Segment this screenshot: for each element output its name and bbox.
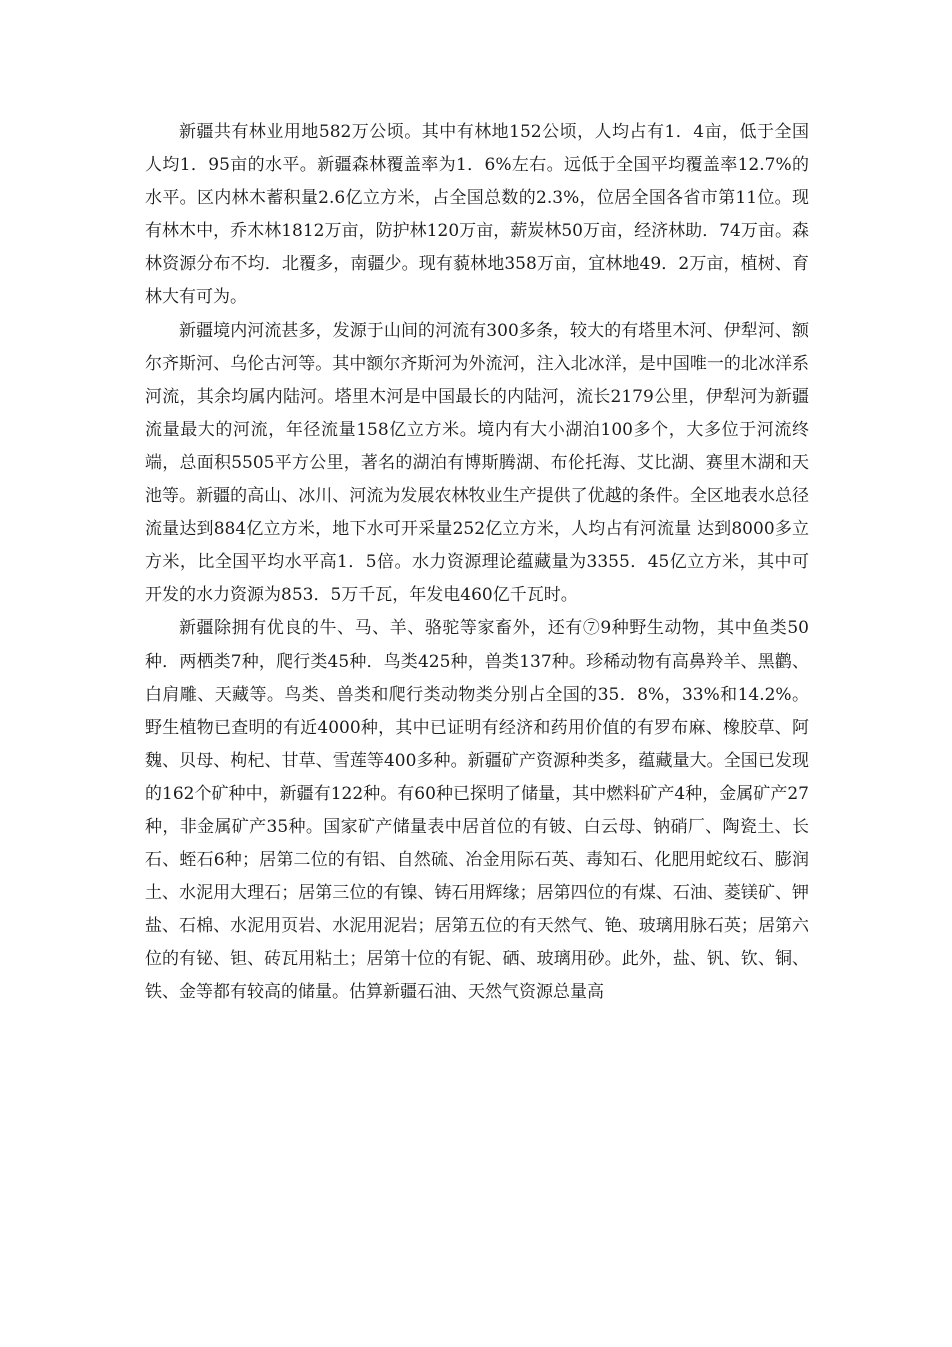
paragraph-forestry: 新疆共有林业用地582万公顷。其中有林地152公顷，人均占有1．4亩，低于全国人均1．95亩的水平。新疆森林覆盖率为1．6%左右。远低于全国平均覆盖率12.7%的水平。区内林木蓄积量2.6亿立方米，占全国总数的2.3%，位居全国各省市第11位。现有林木中，乔木林1812万亩，防护林120万亩，薪炭林50万亩，经济林助．74万亩。森林资源分布不均．北覆多，南疆少。现有藐林地358万亩，宜林地49．2万亩，植树、育林大有可为。 [145,122,809,308]
paragraph-wildlife-minerals: 新疆除拥有优良的牛、马、羊、骆驼等家畜外，还有⑦9种野生动物，其中鱼类50种．两栖类7种，爬行类45种．鸟类425种，兽类137种。珍稀动物有高鼻羚羊、黑鹳、白肩雕、天藏等。鸟类、兽类和爬行类动物类分别占全国的35．8%，33%和14.2%。野生植物已查明的有近4000种，其中已证明有经济和药用价值的有罗布麻、橡胶草、阿魏、贝母、枸杞、甘草、雪莲等400多种。新疆矿产资源种类多，蕴藏量大。全国已发现的162个矿种中，新疆有122种。有60种已探明了储量，其中燃料矿产4种，金属矿产27种，非金属矿产35种。国家矿产储量表中居首位的有铍、白云母、钠硝厂、陶瓷土、长石、蛭石6种；居第二位的有铝、自然硫、冶金用际石英、毒知石、化肥用蛇纹石、膨润土、水泥用大理石；居第三位的有镍、铸石用辉缘；居第四位的有煤、石油、菱镁矿、钾盐、石棉、水泥用页岩、水泥用泥岩；居第五位的有天然气、铯、玻璃用脉石英；居第六位的有铋、钽、砖瓦用粘土；居第十位的有铌、硒、玻璃用砂。此外，盐、钒、钦、铜、铁、金等都有较高的储量。估算新疆石油、天然气资源总量高 [145,618,809,1003]
paragraph-rivers: 新疆境内河流甚多，发源于山间的河流有300多条，较大的有塔里木河、伊犁河、额尔齐斯河、乌伦古河等。其中额尔齐斯河为外流河，注入北冰洋，是中国唯一的北冰洋系河流，其余均属内陆河。塔里木河是中国最长的内陆河，流长2179公里，伊犁河为新疆流量最大的河流，年径流量158亿立方米。境内有大小湖泊100多个，大多位于河流终端，总面积5505平方公里，著名的湖泊有博斯腾湖、布伦托海、艾比湖、赛里木湖和天池等。新疆的高山、冰川、河流为发展农林牧业生产提供了优越的条件。全区地表水总径流量达到884亿立方米，地下水可开采量252亿立方米，人均占有河流量 达到8000多立方米，比全国平均水平高1．5倍。水力资源理论蕴藏量为3355．45亿立方米，其中可开发的水力资源为853．5万千瓦，年发电460亿千瓦时。 [145,320,809,606]
body-text [145,116,809,1010]
